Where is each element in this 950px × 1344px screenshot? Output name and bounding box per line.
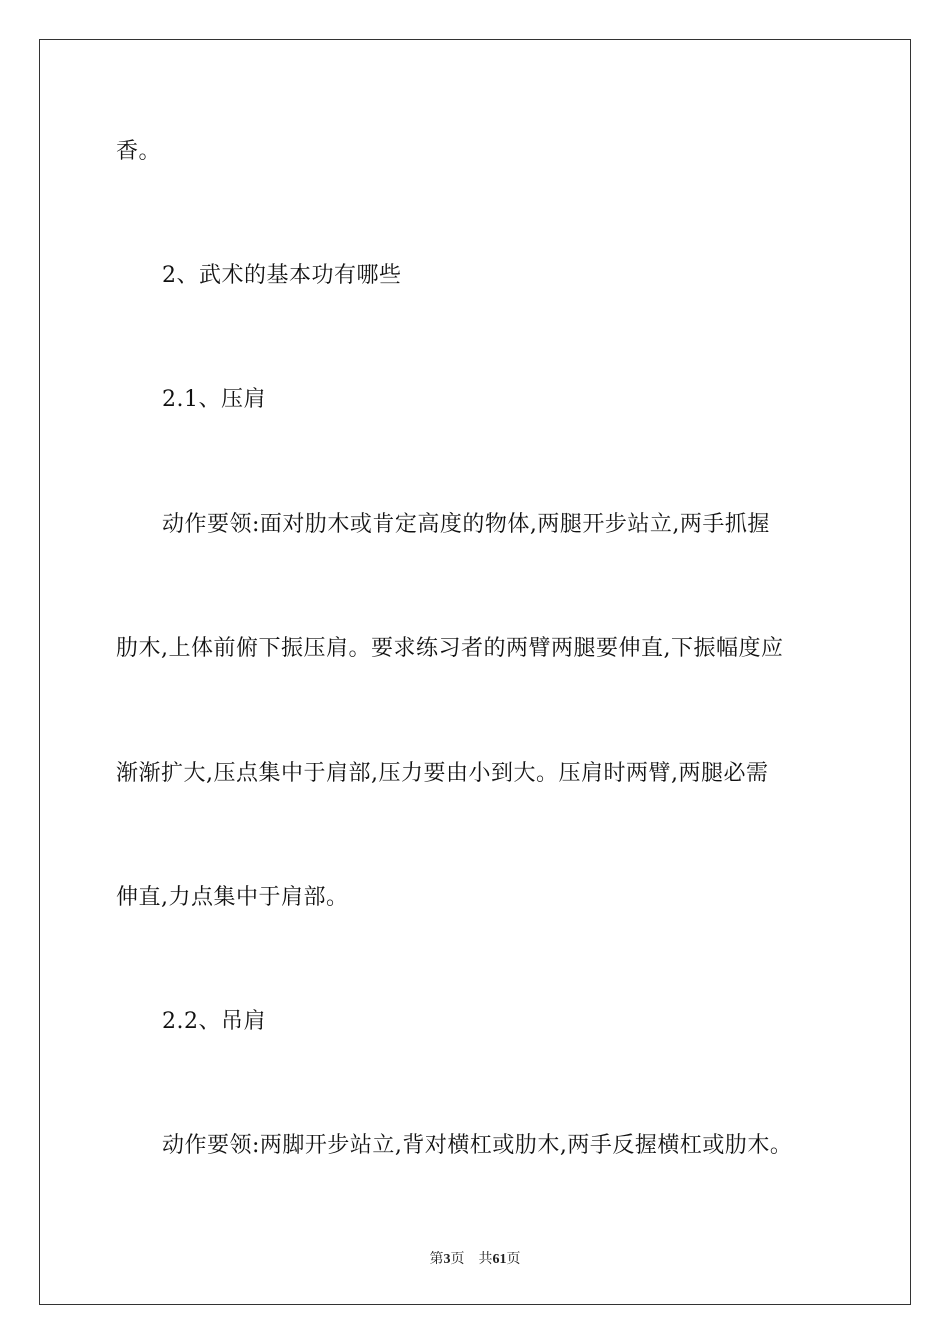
paragraph-line: 动作要领:面对肋木或肯定高度的物体,两腿开步站立,两手抓握 xyxy=(162,512,770,537)
total-pages: 61 xyxy=(492,1252,507,1267)
total-suffix: 页 xyxy=(506,1252,521,1267)
total-prefix: 共 xyxy=(478,1252,493,1267)
subsection-heading: 2.1、压肩 xyxy=(162,387,266,412)
paragraph-line: 动作要领:两脚开步站立,背对横杠或肋木,两手反握横杠或肋木。 xyxy=(162,1133,793,1158)
paragraph-line: 伸直,力点集中于肩部。 xyxy=(116,885,349,910)
paragraph-line: 香。 xyxy=(116,139,162,164)
subsection-heading: 2.2、吊肩 xyxy=(162,1009,266,1034)
page-footer xyxy=(0,1248,950,1268)
section-heading: 2、武术的基本功有哪些 xyxy=(162,263,402,288)
paragraph-line: 渐渐扩大,压点集中于肩部,压力要由小到大。压肩时两臂,两腿必需 xyxy=(116,761,769,786)
page-prefix: 第 xyxy=(429,1252,444,1267)
page-border xyxy=(39,39,911,1305)
page-suffix: 页 xyxy=(450,1252,465,1267)
page-number: 3 xyxy=(443,1252,451,1267)
paragraph-line: 肋木,上体前俯下振压肩。要求练习者的两臂两腿要伸直,下振幅度应 xyxy=(116,636,784,661)
